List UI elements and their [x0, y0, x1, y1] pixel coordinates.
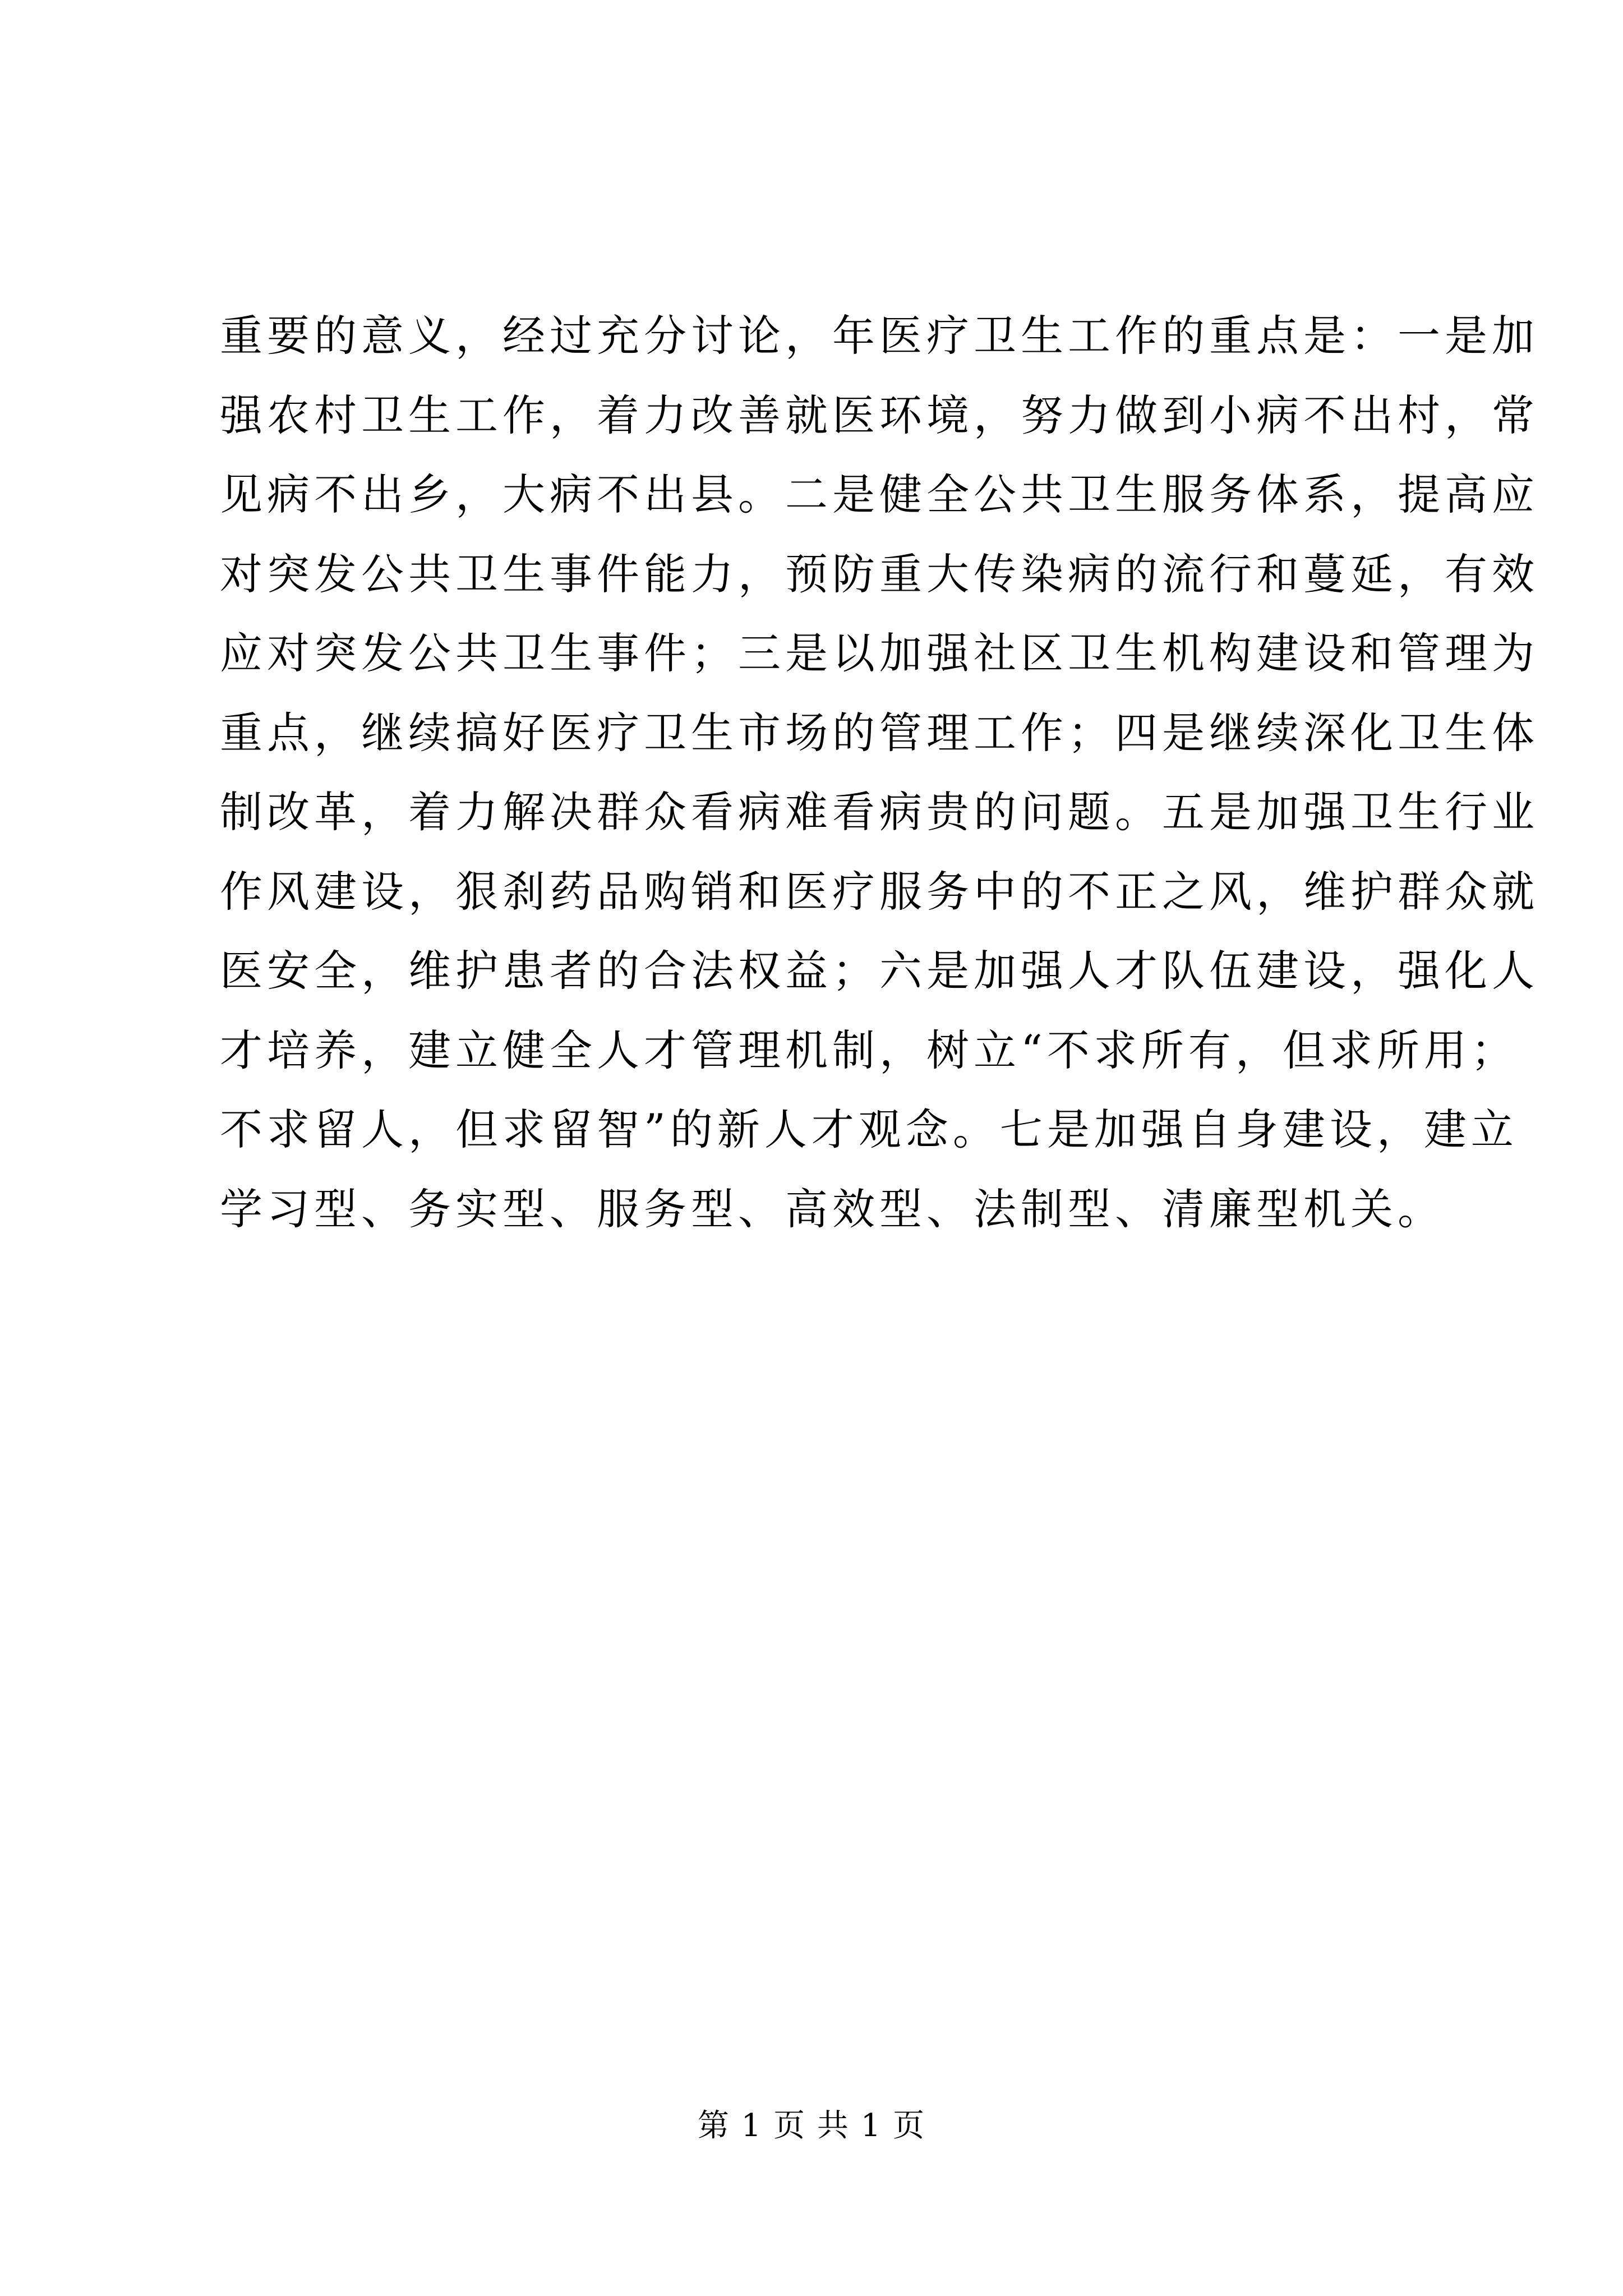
text-line: 强农村卫生工作，着力改善就医环境，努力做到小病不出村，常 [220, 390, 1539, 440]
text-line: 见病不出乡，大病不出县。二是健全公共卫生服务体系，提高应 [220, 470, 1539, 519]
text-line: 应对突发公共卫生事件；三是以加强社区卫生机构建设和管理为 [220, 628, 1539, 678]
body-paragraph [220, 296, 1539, 1249]
text-line: 才培养，建立健全人才管理机制，树立“不求所有，但求所用； [220, 1025, 1518, 1075]
text-line: 重点，继续搞好医疗卫生市场的管理工作；四是继续深化卫生体 [220, 707, 1539, 758]
text-line: 重要的意义，经过充分讨论，年医疗卫生工作的重点是：一是加 [220, 311, 1539, 361]
page-footer: 第 1 页 共 1 页 [697, 2108, 926, 2144]
text-line: 作风建设，狠刹药品购销和医疗服务中的不正之风，维护群众就 [220, 866, 1539, 917]
text-line: 学习型、务实型、服务型、高效型、法制型、清廉型机关。 [220, 1184, 1445, 1234]
text-line: 不求留人，但求留智”的新人才观念。七是加强自身建设，建立 [220, 1105, 1518, 1154]
text-line: 医安全，维护患者的合法权益；六是加强人才队伍建设，强化人 [220, 946, 1539, 996]
text-line: 对突发公共卫生事件能力，预防重大传染病的流行和蔓延，有效 [220, 549, 1539, 599]
text-line: 制改革，着力解决群众看病难看病贵的问题。五是加强卫生行业 [220, 787, 1539, 837]
